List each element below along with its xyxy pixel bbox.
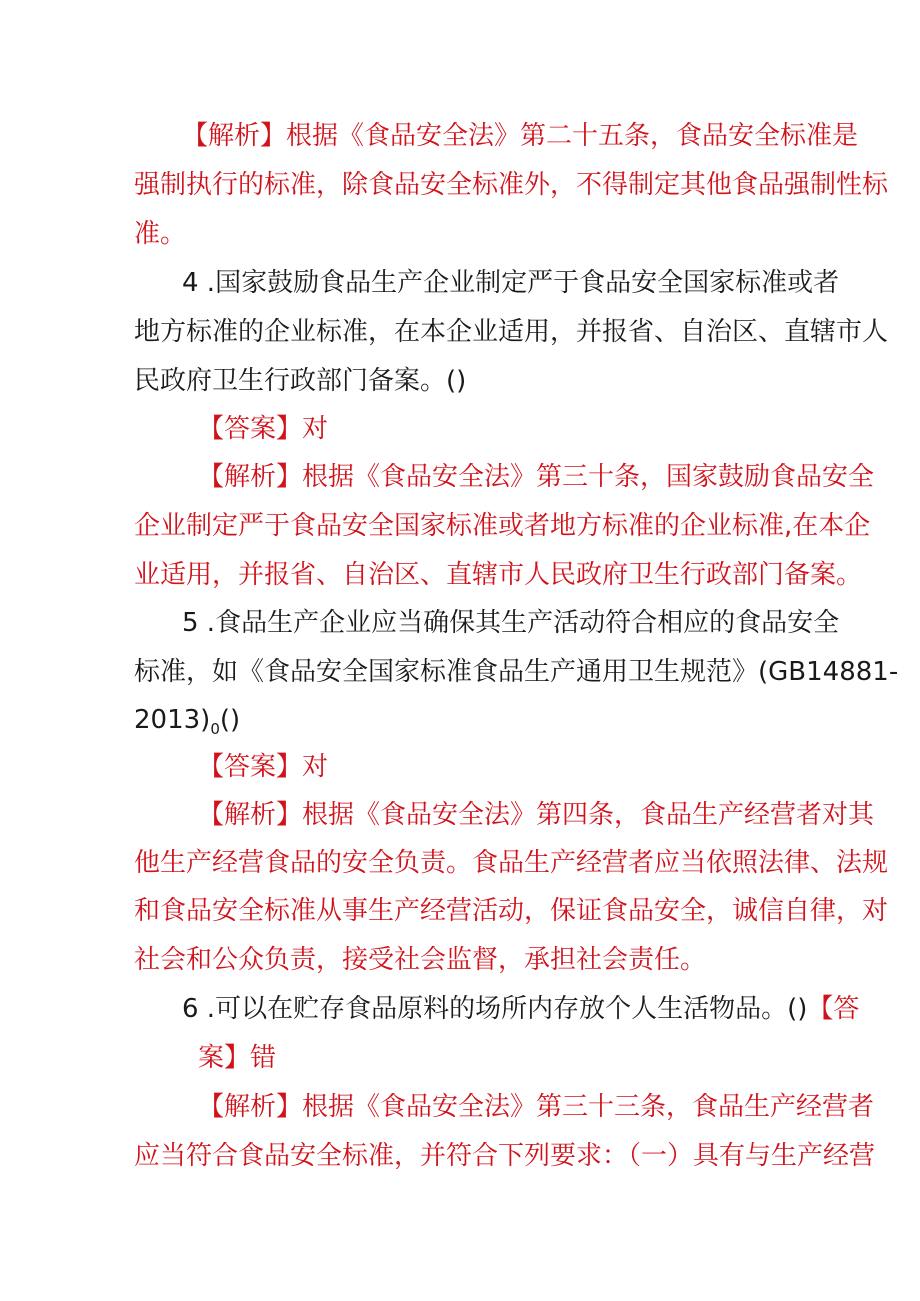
subscript-zero: 0 — [210, 720, 220, 738]
analysis-q4-line-3: 业适用，并报省、自治区、直辖市人民政府卫生行政部门备案。 — [134, 560, 863, 590]
question-5-line-1: 5 .食品生产企业应当确保其生产活动符合相应的食品安全 — [182, 608, 840, 638]
analysis-q5-line-3: 和食品安全标准从事生产经营活动，保证食品安全，诚信自律，对 — [134, 896, 889, 926]
analysis-q5-line-2: 他生产经营食品的安全负责。食品生产经营者应当依照法律、法规 — [134, 848, 889, 878]
question-5-line-2: 标准，如《食品安全国家标准食品生产通用卫生规范》(GB14881- — [134, 657, 899, 687]
question-6-text: 6 .可以在贮存食品原料的场所内存放个人生活物品。() — [182, 994, 808, 1024]
analysis-q3-line-3: 准。 — [134, 219, 187, 249]
answer-q6-end: 案】错 — [198, 1043, 277, 1073]
answer-q5: 【答案】对 — [198, 752, 329, 782]
question-4-line-2: 地方标准的企业标准，在本企业适用，并报省、自治区、直辖市人 — [134, 317, 889, 347]
question-6-line-1 — [182, 992, 860, 1026]
answer-parens: () — [219, 705, 241, 735]
answer-q4: 【答案】对 — [198, 414, 329, 444]
analysis-q4-line-2: 企业制定严于食品安全国家标准或者地方标准的企业标准,在本企 — [134, 511, 871, 541]
question-4-line-1: 4 .国家鼓励食品生产企业制定严于食品安全国家标准或者 — [182, 268, 840, 298]
standard-year: 2013) — [134, 705, 211, 735]
question-4-line-3: 民政府卫生行政部门备案。() — [134, 366, 467, 396]
analysis-q6-line-2: 应当符合食品安全标准，并符合下列要求：（一）具有与生产经营 — [134, 1141, 876, 1171]
answer-q6-start: 【答 — [807, 994, 860, 1024]
analysis-q3-line-2: 强制执行的标准，除食品安全标准外，不得制定其他食品强制性标 — [134, 170, 889, 200]
analysis-q3-line-1: 【解析】根据《食品安全法》第二十五条，食品安全标准是 — [182, 121, 859, 151]
analysis-q5-line-1: 【解析】根据《食品安全法》第四条，食品生产经营者对其 — [198, 800, 875, 830]
question-5-line-3 — [134, 703, 798, 746]
analysis-q4-line-1: 【解析】根据《食品安全法》第三十条，国家鼓励食品安全 — [198, 462, 875, 492]
analysis-q5-line-4: 社会和公众负责，接受社会监督，承担社会责任。 — [134, 945, 707, 975]
analysis-q6-line-1: 【解析】根据《食品安全法》第三十三条，食品生产经营者 — [198, 1092, 875, 1122]
